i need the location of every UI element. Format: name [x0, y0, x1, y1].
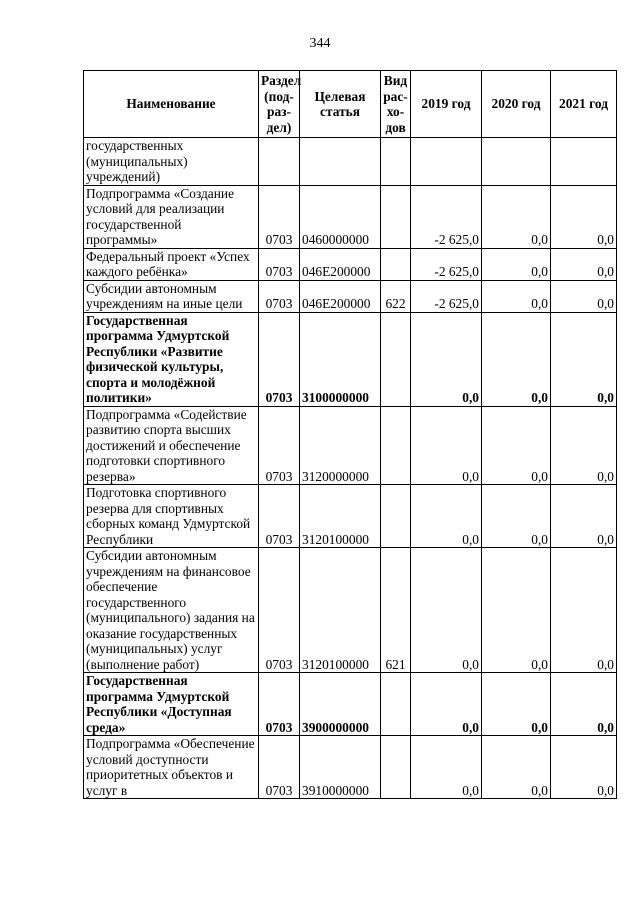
cell-section: 0703	[259, 280, 300, 312]
page-number: 344	[309, 36, 331, 51]
cell-target: 3910000000	[300, 736, 381, 799]
table-row	[84, 673, 617, 736]
table-row	[84, 138, 617, 186]
header-2019: 2019 год	[411, 71, 482, 138]
cell-kind	[381, 185, 411, 248]
cell-section	[259, 138, 300, 186]
cell-target: 3100000000	[300, 312, 381, 406]
table-row	[84, 406, 617, 485]
cell-target: 3120000000	[300, 406, 381, 485]
cell-target: 3900000000	[300, 673, 381, 736]
cell-target: 0460000000	[300, 185, 381, 248]
header-kind: Вид рас-хо-дов	[381, 71, 411, 138]
cell-target	[300, 138, 381, 186]
table-row	[84, 280, 617, 312]
header-2021: 2021 год	[551, 71, 617, 138]
cell-2019: 0,0	[411, 406, 482, 485]
cell-section: 0703	[259, 185, 300, 248]
cell-2021	[551, 138, 617, 186]
cell-kind	[381, 138, 411, 186]
cell-2021: 0,0	[551, 485, 617, 548]
cell-kind	[381, 248, 411, 280]
table-header-row	[84, 71, 617, 138]
table-row	[84, 485, 617, 548]
cell-name: Субсидии автономным учреждениям на иные цели	[84, 280, 259, 312]
cell-target: 3120100000	[300, 485, 381, 548]
cell-2021: 0,0	[551, 548, 617, 673]
table-row	[84, 312, 617, 406]
cell-2019: 0,0	[411, 312, 482, 406]
table-row	[84, 185, 617, 248]
cell-section: 0703	[259, 406, 300, 485]
header-target: Целевая статья	[300, 71, 381, 138]
cell-section: 0703	[259, 548, 300, 673]
cell-2021: 0,0	[551, 280, 617, 312]
cell-2019	[411, 138, 482, 186]
cell-2020: 0,0	[482, 185, 551, 248]
header-2020: 2020 год	[482, 71, 551, 138]
cell-target: 3120100000	[300, 548, 381, 673]
cell-kind	[381, 736, 411, 799]
cell-target: 046E200000	[300, 280, 381, 312]
cell-2019: -2 625,0	[411, 248, 482, 280]
cell-2019: -2 625,0	[411, 185, 482, 248]
cell-section: 0703	[259, 736, 300, 799]
cell-kind: 621	[381, 548, 411, 673]
cell-2019: 0,0	[411, 673, 482, 736]
cell-name: государственных (муниципальных) учреждений)	[84, 138, 259, 186]
cell-section: 0703	[259, 673, 300, 736]
cell-2021: 0,0	[551, 736, 617, 799]
cell-2020: 0,0	[482, 673, 551, 736]
cell-2020: 0,0	[482, 312, 551, 406]
cell-target: 046E200000	[300, 248, 381, 280]
table-row	[84, 248, 617, 280]
cell-name: Подпрограмма «Обеспечение условий доступности приоритетных объектов и услуг в	[84, 736, 259, 799]
cell-2019: 0,0	[411, 485, 482, 548]
cell-2021: 0,0	[551, 406, 617, 485]
cell-kind	[381, 406, 411, 485]
header-section: Раздел (под-раз-дел)	[259, 71, 300, 138]
cell-name: Подпрограмма «Создание условий для реализации государственной программы»	[84, 185, 259, 248]
cell-name: Субсидии автономным учреждениям на финансовое обеспечение государственного (муниципального) задания на оказание государственных (муниципальных) услуг (выполнение работ)	[84, 548, 259, 673]
cell-2019: -2 625,0	[411, 280, 482, 312]
cell-2021: 0,0	[551, 248, 617, 280]
cell-section: 0703	[259, 312, 300, 406]
cell-name: Подготовка спортивного резерва для спортивных сборных команд Удмуртской Республики	[84, 485, 259, 548]
table-body	[84, 138, 617, 799]
cell-2019: 0,0	[411, 736, 482, 799]
cell-2019: 0,0	[411, 548, 482, 673]
cell-name: Федеральный проект «Успех каждого ребёнка»	[84, 248, 259, 280]
cell-2020	[482, 138, 551, 186]
cell-kind	[381, 312, 411, 406]
budget-table	[83, 70, 617, 799]
header-name: Наименование	[84, 71, 259, 138]
cell-2020: 0,0	[482, 406, 551, 485]
cell-kind	[381, 485, 411, 548]
cell-section: 0703	[259, 485, 300, 548]
cell-2020: 0,0	[482, 248, 551, 280]
cell-kind: 622	[381, 280, 411, 312]
cell-2021: 0,0	[551, 185, 617, 248]
cell-name: Государственная программа Удмуртской Республики «Доступная среда»	[84, 673, 259, 736]
table-row	[84, 548, 617, 673]
cell-name: Подпрограмма «Содействие развитию спорта высших достижений и обеспечение подготовки спортивного резерва»	[84, 406, 259, 485]
cell-section: 0703	[259, 248, 300, 280]
cell-kind	[381, 673, 411, 736]
table-row	[84, 736, 617, 799]
cell-2021: 0,0	[551, 312, 617, 406]
cell-2020: 0,0	[482, 280, 551, 312]
cell-2021: 0,0	[551, 673, 617, 736]
cell-2020: 0,0	[482, 548, 551, 673]
cell-2020: 0,0	[482, 736, 551, 799]
cell-name: Государственная программа Удмуртской Республики «Развитие физической культуры, спорта и молодёжной политики»	[84, 312, 259, 406]
cell-2020: 0,0	[482, 485, 551, 548]
